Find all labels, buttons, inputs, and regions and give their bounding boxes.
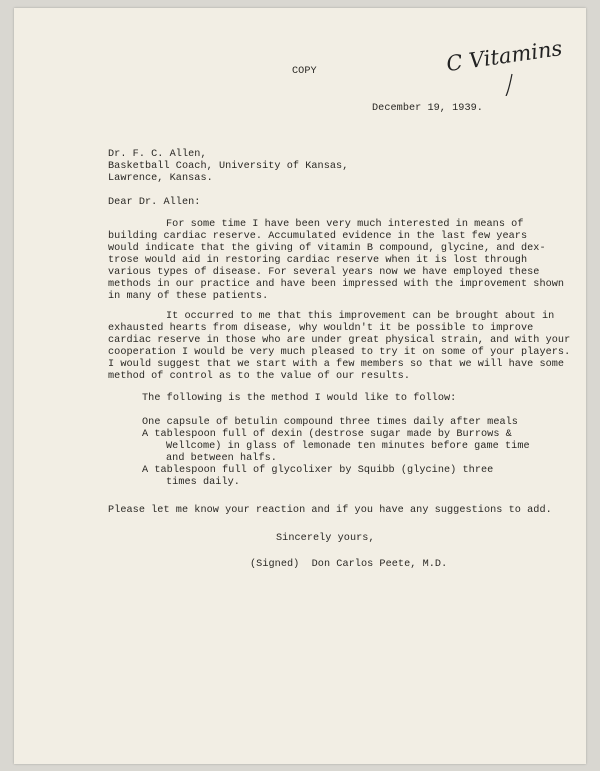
method-intro: The following is the method I would like to follow: [142,393,457,404]
closing: Sincerely yours, [276,533,375,544]
paragraph-line: I would suggest that we start with a few members so that we will have some [108,359,565,370]
letter-date: December 19, 1939. [372,103,483,114]
recipient-title: Basketball Coach, University of Kansas, [108,161,349,172]
paragraph-line: building cardiac reserve. Accumulated evidence in the last few years [108,231,528,242]
salutation: Dear Dr. Allen: [108,197,201,208]
paragraph-line: cooperation I would be very much pleased to try it on some of your players. [108,347,571,358]
handwritten-note-text: C Vitamins [444,36,564,77]
signature: (Signed) Don Carlos Peete, M.D. [250,559,448,570]
paragraph-line: It occurred to me that this improvement can be brought about in [166,311,555,322]
paragraph-line: cardiac reserve in those who are under great physical strain, and with your [108,335,571,346]
paragraph-line: For some time I have been very much interested in means of [166,219,524,230]
recipient-location: Lawrence, Kansas. [108,173,213,184]
method-item: A tablespoon full of glycolixer by Squibb (glycine) three [142,465,494,476]
letter-page [14,8,586,764]
paragraph-line: trose would aid in restoring cardiac reserve when it is lost through [108,255,528,266]
method-item: Wellcome) in glass of lemonade ten minutes before game time [166,441,530,452]
handwritten-note [442,36,582,96]
copy-label: COPY [292,66,317,77]
paragraph-line: various types of disease. For several years now we have employed these [108,267,540,278]
closing-request: Please let me know your reaction and if you have any suggestions to add. [108,505,552,516]
paragraph-line: in many of these patients. [108,291,269,302]
paragraph-line: would indicate that the giving of vitamin B compound, glycine, and dex- [108,243,546,254]
method-item: A tablespoon full of dexin (destrose sugar made by Burrows & [142,429,512,440]
paragraph-line: methods in our practice and have been impressed with the improvement shown [108,279,565,290]
paragraph-line: method of control as to the value of our results. [108,371,411,382]
paragraph-line: exhausted hearts from disease, why wouldn't it be possible to improve [108,323,534,334]
method-item: times daily. [166,477,240,488]
method-item: and between halfs. [166,453,277,464]
recipient-name: Dr. F. C. Allen, [108,149,207,160]
method-item: One capsule of betulin compound three times daily after meals [142,417,518,428]
